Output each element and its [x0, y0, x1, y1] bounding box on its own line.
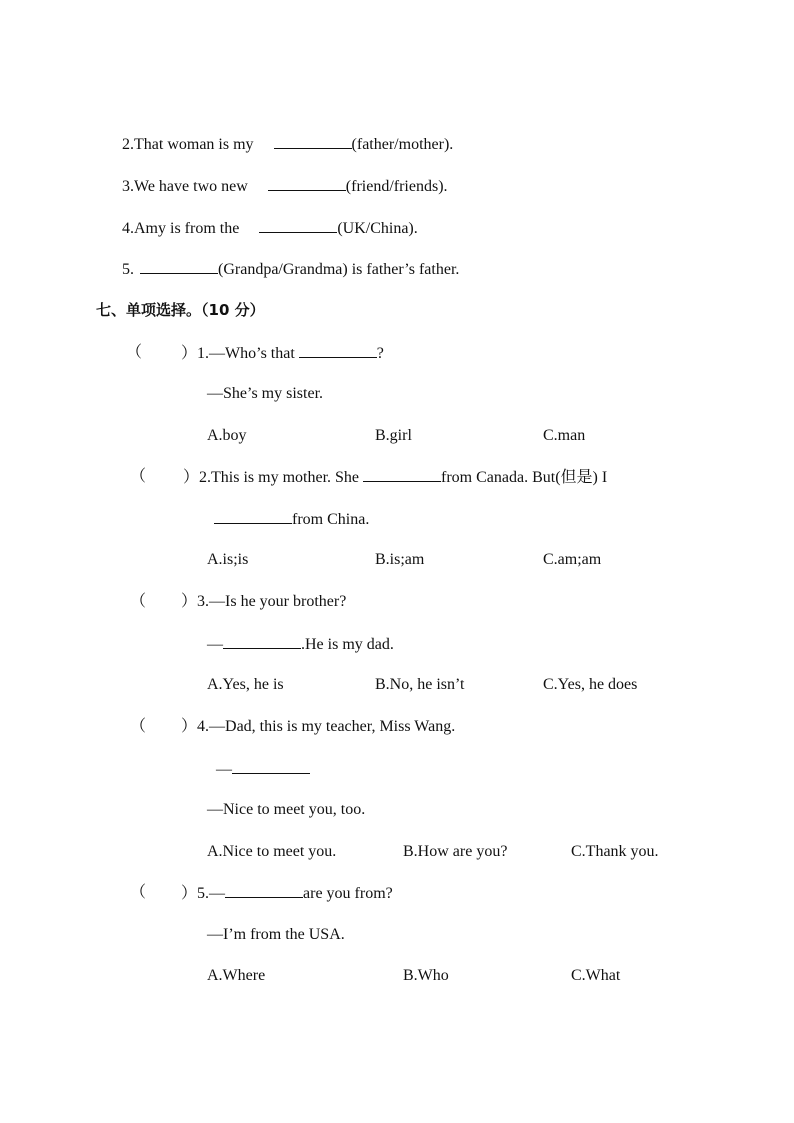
mc-q5-option-a: A.Where	[207, 967, 266, 984]
answer-blank[interactable]	[140, 259, 218, 274]
fill-q5-post: (Grandpa/Grandma) is father’s father.	[218, 261, 460, 278]
mc-q1-option-c: C.man	[543, 427, 586, 444]
answer-paren[interactable]: （	[130, 593, 147, 610]
answer-paren[interactable]: （	[130, 718, 147, 735]
mc-q3-reply-pre: —	[207, 636, 223, 653]
fill-q5-pre: 5.	[122, 261, 134, 278]
mc-q4-option-a: A.Nice to meet you.	[207, 843, 337, 860]
fill-q3-pre: 3.We have two new	[122, 178, 248, 195]
mc-q3-reply-post: .He is my dad.	[301, 636, 394, 653]
mc-q4-reply2: —Nice to meet you, too.	[207, 801, 366, 818]
mc-q1-stem	[181, 343, 384, 364]
mc-q1-num: ）1.	[181, 345, 210, 362]
fill-q4-post: (UK/China).	[337, 220, 418, 237]
answer-paren[interactable]: （	[126, 344, 143, 361]
answer-blank[interactable]	[274, 134, 352, 149]
fill-q2-post: (father/mother).	[351, 136, 454, 153]
mc-q5-stem-post: are you from?	[303, 885, 393, 902]
mc-q3-num: ）3.	[181, 593, 210, 610]
mc-q2-stem-pre: This is my mother. She	[211, 469, 360, 486]
mc-q5-option-b: B.Who	[403, 967, 449, 984]
mc-q1-option-a: A.boy	[207, 427, 247, 444]
mc-q2-line2	[214, 509, 369, 530]
fill-q4	[122, 218, 418, 239]
mc-q4-num: ）4.	[181, 718, 210, 735]
mc-q1-option-b: B.girl	[375, 427, 412, 444]
fill-q2-pre: 2.That woman is my	[122, 136, 254, 153]
mc-q1-stem-post: ?	[376, 345, 384, 362]
mc-q3-option-a: A.Yes, he is	[207, 676, 284, 693]
fill-q2	[122, 134, 453, 155]
answer-blank[interactable]	[268, 176, 346, 191]
mc-q3-stem-text: —Is he your brother?	[209, 593, 347, 610]
answer-blank[interactable]	[299, 343, 377, 358]
mc-q2-option-a: A.is;is	[207, 551, 249, 568]
fill-q5	[122, 259, 459, 280]
answer-blank[interactable]	[214, 509, 292, 524]
fill-q3-post: (friend/friends).	[345, 178, 448, 195]
mc-q5-num: ）5.	[181, 885, 210, 902]
mc-q3-option-c: C.Yes, he does	[543, 676, 638, 693]
mc-q4-stem	[181, 717, 455, 737]
mc-q3-reply	[207, 634, 394, 655]
section-title: 七、单项选择。（10 分）	[96, 301, 265, 319]
answer-blank[interactable]	[225, 883, 303, 898]
mc-q4-option-b: B.How are you?	[403, 843, 508, 860]
mc-q2-num: ）2.	[183, 469, 212, 486]
answer-blank[interactable]	[363, 467, 441, 482]
answer-blank[interactable]	[223, 634, 301, 649]
mc-q2-option-c: C.am;am	[543, 551, 602, 568]
answer-blank[interactable]	[232, 759, 310, 774]
mc-q4-reply-pre: —	[216, 761, 232, 778]
mc-q2-option-b: B.is;am	[375, 551, 425, 568]
mc-q5-stem-pre: —	[209, 885, 226, 902]
mc-q4-stem-text: —Dad, this is my teacher, Miss Wang.	[209, 718, 456, 735]
mc-q3-option-b: B.No, he isn’t	[375, 676, 465, 693]
mc-q5-option-c: C.What	[571, 967, 621, 984]
fill-q3	[122, 176, 448, 197]
mc-q2-line2-post: from China.	[292, 511, 370, 528]
mc-q3-stem	[181, 592, 346, 612]
answer-paren[interactable]: （	[130, 884, 147, 901]
fill-q4-pre: 4.Amy is from the	[122, 220, 240, 237]
mc-q4-reply1	[216, 759, 310, 780]
mc-q4-option-c: C.Thank you.	[571, 843, 659, 860]
mc-q2-stem	[183, 467, 607, 488]
mc-q2-stem-post: from Canada. But(但是) I	[441, 469, 608, 486]
mc-q5-stem	[181, 883, 393, 904]
mc-q5-reply: —I’m from the USA.	[207, 926, 345, 943]
answer-paren[interactable]: （	[130, 468, 147, 485]
answer-blank[interactable]	[259, 218, 337, 233]
mc-q1-stem-pre: —Who’s that	[209, 345, 295, 362]
mc-q1-reply: —She’s my sister.	[207, 385, 324, 402]
